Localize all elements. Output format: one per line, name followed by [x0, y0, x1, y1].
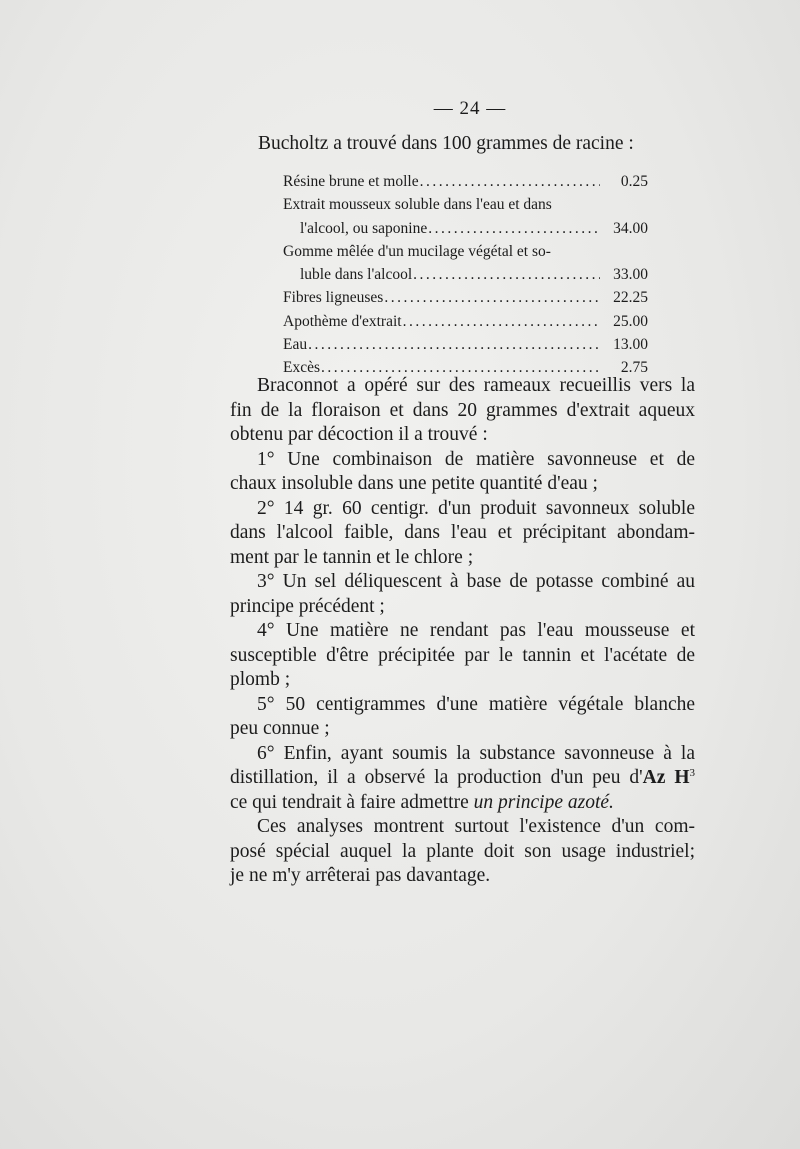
paragraph-conclusion [230, 815, 695, 889]
paragraph-braconnot [230, 374, 695, 448]
paragraph-item-2 [230, 497, 695, 571]
row-value: 25.00 [613, 312, 648, 330]
paragraph-item-5 [230, 693, 695, 742]
intro-sentence: Bucholtz a trouvé dans 100 grammes de racine : [258, 133, 634, 154]
text-line: obtenu par décoction il a trouvé : [230, 424, 488, 445]
composition-table [283, 170, 648, 380]
paragraph-item-3 [230, 570, 695, 619]
text-line: Braconnot a opéré sur des rameaux recueillis vers la [257, 375, 695, 396]
paragraph-item-1 [230, 448, 695, 497]
row-value: 2.75 [620, 359, 648, 377]
row-label: l'alcool, ou saponine [300, 219, 428, 237]
text-line: dans l'alcool faible, dans l'eau et précipitant abondam- [230, 522, 695, 543]
text-line [230, 791, 695, 816]
leader-dots [403, 310, 600, 333]
chemical-formula: Az H [642, 767, 690, 788]
row-label: Fibres ligneuses [283, 289, 384, 307]
table-row [283, 310, 648, 333]
leader-dots [413, 263, 600, 286]
text-line: fin de la floraison et dans 20 grammes d'extrait aqueux [230, 399, 695, 421]
paragraph-item-6 [230, 742, 695, 816]
leader-dots [428, 217, 600, 240]
leader-dots [308, 333, 600, 356]
leader-dots [384, 286, 600, 309]
text-line: 4° Une matière ne rendant pas l'eau mousseuse et [257, 620, 695, 641]
text-line: peu connue ; [230, 718, 330, 739]
body-text [230, 374, 695, 889]
text-line: posé spécial auquel la plante doit son usage industriel; [230, 840, 695, 862]
leader-dots [420, 170, 600, 193]
text-line: susceptible d'être précipitée par le tannin et l'acétate de [230, 644, 695, 666]
text-line: 6° Enfin, ayant soumis la substance savonneuse à la [257, 742, 695, 764]
row-value: 33.00 [613, 266, 648, 284]
page-number: — 24 — [433, 98, 507, 119]
text-line: 3° Un sel déliquescent à base de potasse combiné au [257, 571, 695, 592]
text-line: 1° Une combinaison de matière savonneuse et de [257, 448, 695, 470]
text-line: 2° 14 gr. 60 centigr. d'un produit savonneux soluble [257, 497, 695, 519]
text-line: principe précédent ; [230, 595, 385, 617]
row-value: 22.25 [613, 289, 648, 307]
table-row [283, 286, 648, 309]
row-label-continued: Gomme mêlée d'un mucilage végétal et so- [283, 242, 551, 260]
text-line [230, 766, 695, 791]
row-value: 34.00 [613, 219, 648, 237]
text-line: plomb ; [230, 669, 291, 690]
table-row [283, 170, 648, 193]
formula-subscript: 3 [689, 767, 695, 779]
paragraph-item-4 [230, 619, 695, 693]
text-fragment: ce qui tendrait à faire admettre [230, 791, 474, 813]
text-line: 5° 50 centigrammes d'une matière végétale blanche [257, 693, 695, 715]
table-row [283, 217, 648, 240]
text-line: je ne m'y arrêterai pas davantage. [230, 865, 491, 886]
row-value: 13.00 [613, 336, 648, 354]
text-fragment: distillation, il a observé la production d'un peu d' [230, 767, 643, 788]
row-label: Résine brune et molle [283, 173, 419, 190]
table-row [283, 333, 648, 356]
text-line: chaux insoluble dans une petite quantité d'eau ; [230, 473, 598, 494]
row-label-continued: Extrait mousseux soluble dans l'eau et dans [283, 196, 552, 214]
table-row [283, 263, 648, 286]
row-value: 0.25 [620, 173, 648, 190]
text-line: Ces analyses montrent surtout l'existence d'un com- [257, 816, 695, 837]
text-line: ment par le tannin et le chlore ; [230, 546, 474, 568]
row-label: luble dans l'alcool [300, 266, 413, 284]
row-label: Eau [283, 336, 308, 354]
row-label: Apothème d'extrait [283, 312, 402, 330]
row-label: Excès [283, 359, 321, 377]
italic-phrase: un principe azoté. [473, 791, 614, 813]
